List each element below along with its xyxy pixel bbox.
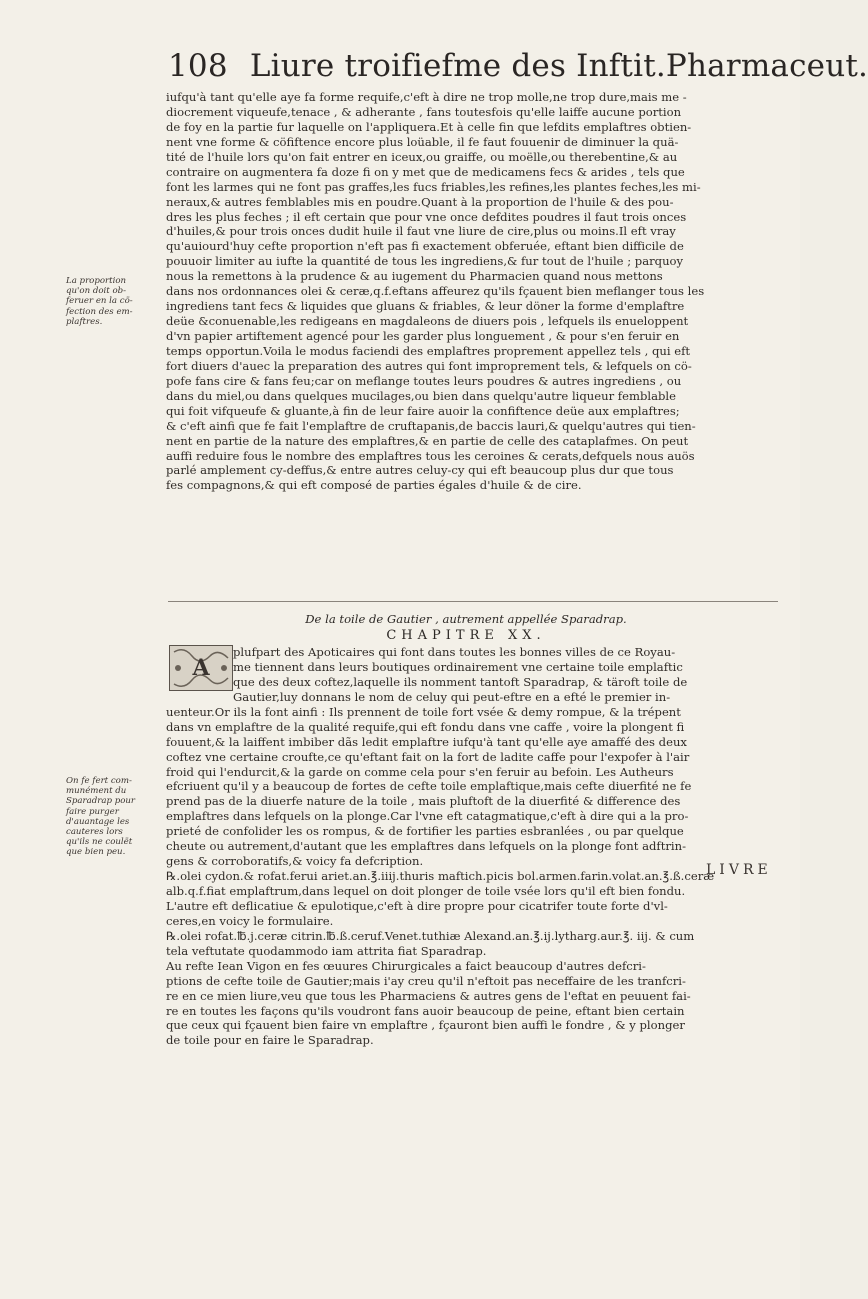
margin-note-line: qu'on doit ob- — [66, 286, 127, 297]
text-line: iufqu'à tant qu'elle aye fa forme requife,c'eft à dire ne trop molle,ne trop dure,mais me - — [166, 90, 687, 104]
margin-note-line: fection des em- — [66, 306, 133, 317]
section-divider — [168, 601, 778, 602]
margin-note-proportion — [66, 276, 164, 327]
margin-note-line: qu'ils ne coulët — [66, 837, 133, 848]
text-line: gens & corroboratifs,& voicy fa defcription. — [166, 854, 424, 869]
margin-note-line: cauteres lors — [66, 827, 123, 838]
margin-note-line: feruer en la cö- — [66, 296, 133, 307]
text-line: d'huiles,& pour trois onces dudit huile il faut vne liure de cire,plus ou moins.Il eft vray — [166, 224, 676, 239]
text-line: coftez vne certaine croufte,ce qu'eftant fait on la fort de ladite caffe pour l'expofer à l'air — [166, 749, 690, 764]
margin-note-line: munément du — [66, 786, 127, 797]
text-line: font les larmes qui ne font pas graffes,les fucs friables,les refines,les plantes feches,les mi- — [166, 179, 701, 194]
text-line: cheute ou autrement,d'autant que les emplaftres dans lefquels on la plonge font adftrin- — [166, 839, 686, 854]
text-line: d'vn papier artiftement agencé pour les garder plus longuement , & pour s'en feruir en — [166, 329, 680, 343]
text-line: contraire on augmentera fa doze fi on y met que de medicamens fecs & arides , tels que — [166, 164, 685, 179]
text-line: tela veftutate quodammodo iam attrita fiat Sparadrap. — [166, 943, 487, 958]
text-line: que des deux coftez,laquelle ils nomment tantoft Sparadrap, & täroft toile de — [233, 674, 688, 689]
text-line: neraux,& autres femblables mis en poudre.Quant à la proportion de l'huile & des pou- — [166, 194, 674, 209]
text-line: de toile pour en faire le Sparadrap. — [166, 1033, 374, 1048]
text-line: prieté de confolider les os rompus, & de fortifier les parties esbranlées , ou par quelque — [166, 824, 684, 839]
text-line: deüe &conuenable,les redigeans en magdaleons de diuers pois , lefquels ils enueloppent — [166, 314, 689, 329]
text-line: fes compagnons,& qui eft composé de parties égales d'huile & de cire. — [166, 478, 582, 493]
text-line: me tiennent dans leurs boutiques ordinairement vne certaine toile emplaftic — [233, 659, 683, 674]
text-line: ℞.olei cydon.& rofat.ferui ariet.an.℥.iiij.thuris maftich.picis bol.armen.farin.volat.an.℥.ß.ceræ — [166, 869, 715, 884]
text-line: parlé amplement cy-deffus,& entre autres celuy-cy qui eft beaucoup plus dur que tous — [166, 463, 674, 478]
main-paragraph — [166, 90, 768, 493]
margin-note-line: faire purger — [66, 806, 119, 817]
text-line: nent en partie de la nature des emplaftres,& en partie de celle des cataplafmes. On peut — [166, 433, 689, 448]
margin-note-sparadrap — [66, 776, 164, 858]
text-line: Gautier,luy donnans le nom de celuy qui peut-eftre en a efté le premier in- — [233, 689, 671, 704]
text-line: fort diuers d'auec la preparation des autres qui font improprement tels, & lefquels on cö- — [166, 358, 692, 373]
page-number: 108 — [168, 48, 228, 84]
text-line: plufpart des Apoticaires qui font dans toutes les bonnes villes de ce Royau- — [233, 645, 676, 659]
text-line: nous la remettons à la prudence & au iugement du Pharmacien quand nous mettons — [166, 269, 663, 284]
text-line: re en ce mien liure,veu que tous les Pharmaciens & autres gens de l'eftat en peuuent fai- — [166, 988, 691, 1003]
text-line: dans vn emplaftre de la qualité requife,qui eft fondu dans vne caffe , voire la plongent fi — [166, 719, 685, 734]
text-line: de foy en la partie fur laquelle on l'appliquera.Et à celle fin que lefdits emplaftres obtien- — [166, 119, 692, 134]
text-line: qu'auiourd'huy cefte proportion n'eft pas fi exactement obferuée, eftant bien difficile de — [166, 239, 684, 254]
text-line: alb.q.f.fiat emplaftrum,dans lequel on doit plonger de toile vsée lors qu'il eft bien fondu. — [166, 884, 686, 898]
text-line: pouuoir limiter au iufte la quantité de tous les ingrediens,& fur tout de l'huile ; parquoy — [166, 254, 684, 269]
text-line: dres les plus feches ; il eft certain que pour vne once defdites poudres il faut trois onces — [166, 209, 687, 224]
text-line: ingrediens tant fecs & liquides que gluans & friables, & leur döner la forme d'emplaftre — [166, 299, 685, 314]
text-line: ceres,en voicy le formulaire. — [166, 913, 334, 928]
dropcap-letter: A — [192, 655, 210, 681]
text-line: auffi reduire fous le nombre des emplaftres tous les ceroines & cerats,defquels nous auös — [166, 448, 695, 463]
margin-note-line: que bien peu. — [66, 847, 126, 858]
chapter-heading: CHAPITRE XX. — [386, 628, 546, 643]
chapter-text — [166, 645, 768, 1048]
running-title: Liure troifiefme des Inftit.Pharmaceut. — [249, 48, 868, 84]
catchword: LIVRE — [706, 862, 772, 878]
page-header — [168, 46, 868, 86]
text-line: qui foit vifqueufe & gluante,à fin de leur faire auoir la confiftence deüe aux emplaftres; — [166, 403, 680, 418]
text-line: ptions de cefte toile de Gautier;mais i'ay creu qu'il n'eftoit pas neceffaire de les tranfcri- — [166, 973, 686, 988]
text-line: froid qui l'endurcit,& la garde on comme cela pour s'en feruir au befoin. Les Autheurs — [166, 764, 674, 779]
text-line: Au refte Iean Vigon en fes œuures Chirurgicales a faict beaucoup d'autres defcri- — [166, 958, 646, 973]
section-title: De la toile de Gautier , autrement appellée Sparadrap. — [305, 612, 627, 626]
text-line: uenteur.Or ils la font ainfi : Ils prennent de toile fort vsée & demy rompue, & la trépent — [166, 704, 681, 719]
margin-note-line: plaftres. — [66, 316, 103, 327]
text-line: pofe fans cire & fans feu;car on meflange toutes leurs poudres & autres ingrediens , ou — [166, 373, 682, 388]
text-line: que ceux qui fçauent bien faire vn emplaftre , fçauront bien auffi le fondre , & y plonger — [166, 1018, 685, 1033]
text-line: diocrement viqueufe,tenace , & adherante , fans toutesfois qu'elle laiffe aucune portion — [166, 104, 682, 119]
text-line: fouuent,& la laiffent imbiber dãs ledit emplaftre iufqu'à tant qu'elle aye amaffé des deux — [166, 734, 687, 749]
text-line: ℞.olei rofat.℔.j.ceræ citrin.℔.ß.ceruf.Venet.tuthiæ Alexand.an.℥.ij.lytharg.aur.℥. iij. & cum — [166, 928, 695, 943]
text-line: emplaftres dans lefquels on la plonge.Car l'vne eft catagmatique,c'eft à dire qui a la pro- — [166, 809, 689, 824]
text-line: temps opportun.Voila le modus faciendi des emplaftres proprement appellez tels , qui eft — [166, 343, 691, 358]
text-line: prend pas de la diuerfe nature de la toile , mais pluftoft de la diuerfité & difference des — [166, 794, 681, 809]
text-line: dans du miel,ou dans quelques mucilages,ou bien dans quelqu'autre liqueur femblable — [166, 388, 676, 403]
text-line: & c'eft ainfi que fe fait l'emplaftre de cruftapanis,de baccis lauri,& quelqu'autres qui tien- — [166, 418, 696, 433]
text-line: efcriuent qu'il y a beaucoup de fortes de cefte toile emplaftique,mais cefte diuerfité ne fe — [166, 779, 692, 794]
margin-note-line: d'auantage les — [66, 816, 130, 827]
text-line: re en toutes les façons qu'ils voudront fans auoir beaucoup de peine, eftant bien certain — [166, 1003, 685, 1018]
text-line: tité de l'huile lors qu'on fait entrer en iceux,ou graiffe, ou moëlle,ou therebentine,& au — [166, 149, 678, 164]
text-line: L'autre eft deflicatiue & epulotique,c'eft à dire propre pour cicatrifer toute forte d'vl- — [166, 898, 668, 913]
margin-note-line: Sparadrap pour — [66, 796, 136, 807]
text-line: dans nos ordonnances olei & ceræ,q.f.eftans affeurez qu'ils fçauent bien meflanger tous les — [166, 284, 705, 299]
text-line: nent vne forme & cöfiftence encore plus loüable, il fe faut fouuenir de diminuer la quä- — [166, 134, 679, 149]
margin-note-line: La proportion — [66, 276, 127, 286]
margin-note-line: On fe fert com- — [66, 776, 132, 786]
